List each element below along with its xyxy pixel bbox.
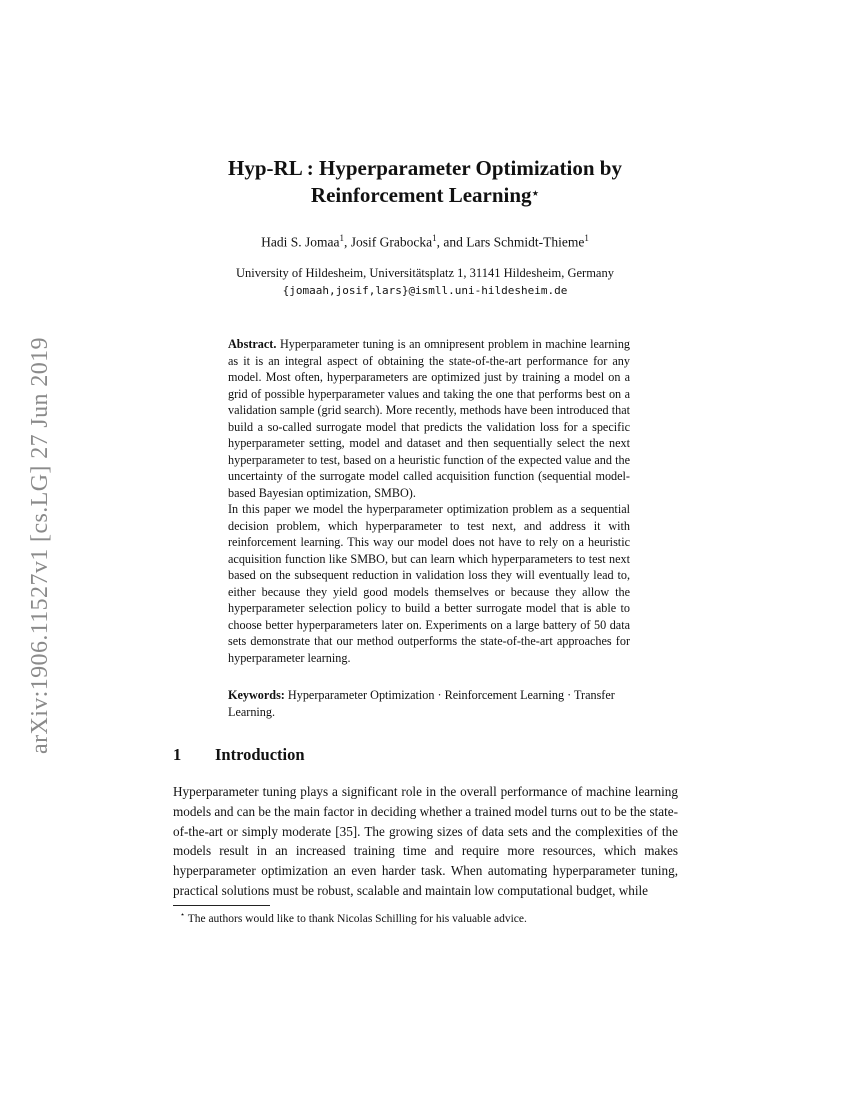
keywords-label: Keywords: bbox=[228, 688, 285, 702]
affiliation bbox=[140, 265, 710, 299]
abstract-paragraph-1 bbox=[228, 336, 630, 501]
introduction-paragraph: Hyperparameter tuning plays a significant role in the overall performance of machine learning models and can be the main factor in deciding whether a trained model turns out to be the state-of-the-art or simply moderate [35]. The growing sizes of data sets and the complexities of the models result in an increased training time and require more resources, which makes hyperparameter optimization an even harder task. When automating hyperparameter tuning, practical solutions must be robust, scalable and maintain low computational budget, while bbox=[173, 784, 678, 898]
author-name: Lars Schmidt-Thieme bbox=[466, 234, 585, 250]
paper-title bbox=[140, 155, 710, 209]
section-number: 1 bbox=[173, 745, 182, 764]
footnote-mark: ⋆ bbox=[180, 910, 186, 919]
author-separator: , bbox=[344, 234, 351, 250]
author-list bbox=[140, 233, 710, 251]
footnote-text: The authors would like to thank Nicolas Schilling for his valuable advice. bbox=[187, 912, 527, 925]
abstract-paragraph-2: In this paper we model the hyperparameter optimization problem as a sequential decision problem, which hyperparameter to test next, and address it with reinforcement learning. This way our model does not have to rely on a heuristic acquisition function like SMBO, but can learn which hyperparameters to test next based on the subsequent reduction in validation loss they will eventually lead to, either because they yield good models themselves or because they allow the hyperparameter selection policy to build a better surrogate model that is able to choose better hyperparameters later on. Experiments on a large battery of 50 data sets demonstrate that our method outperforms the state-of-the-art approaches for hyperparameter learning. bbox=[228, 502, 630, 665]
abstract-text-1: Hyperparameter tuning is an omnipresent problem in machine learning as it is an integral aspect of obtaining the state-of-the-art performance for any model. Most often, hyperparameters are optimized just by training a model on a grid of possible hyperparameter values and taking the one that performs best on a validation sample (grid search). More recently, methods have been introduced that build a so-called surrogate model that predicts the validation loss for a specific hyperparameter setting, model and dataset and then sequentially select the next hyperparameter to test, based on a heuristic function of the expected value and the uncertainty of the surrogate model called acquisition function (sequential model-based Bayesian optimization, SMBO). bbox=[228, 337, 631, 500]
section-title: Introduction bbox=[215, 745, 305, 764]
author-affil-mark: 1 bbox=[432, 233, 437, 243]
keywords bbox=[228, 687, 630, 720]
footnote bbox=[180, 910, 527, 925]
arxiv-id-text: arXiv:1906.11527v1 [cs.LG] 27 Jun 2019 bbox=[26, 337, 53, 754]
title-line-2 bbox=[140, 182, 710, 209]
title-line-1: Hyp-RL : Hyperparameter Optimization by bbox=[228, 156, 622, 180]
abstract bbox=[228, 336, 630, 666]
title-footnote-mark: ⋆ bbox=[531, 186, 540, 200]
abstract-label: Abstract. bbox=[228, 337, 277, 351]
author-affil-mark: 1 bbox=[339, 233, 345, 243]
keywords-text: Hyperparameter Optimization · Reinforcement Learning · Transfer Learning. bbox=[228, 688, 615, 719]
affiliation-address: University of Hildesheim, Universitätsplatz 1, 31141 Hildesheim, Germany bbox=[236, 266, 614, 280]
author-affil-mark: 1 bbox=[584, 233, 589, 243]
introduction-body bbox=[173, 782, 678, 901]
section-heading bbox=[173, 745, 305, 765]
author-name: Josif Grabocka bbox=[350, 234, 433, 250]
arxiv-sidebar-stamp bbox=[4, 298, 76, 793]
footnote-rule bbox=[173, 905, 270, 906]
author-name: Hadi S. Jomaa bbox=[261, 234, 340, 250]
affiliation-emails: {jomaah,josif,lars}@ismll.uni-hildesheim.de bbox=[282, 284, 568, 297]
author-separator: , and bbox=[436, 234, 467, 250]
title-line-2-text: Reinforcement Learning bbox=[310, 183, 532, 207]
